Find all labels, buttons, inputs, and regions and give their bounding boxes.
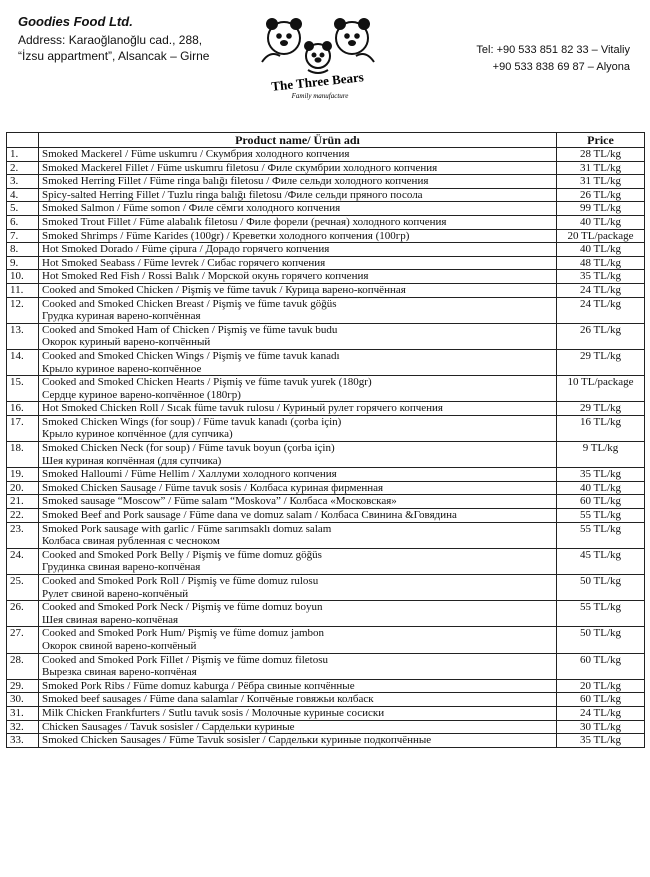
table-row [7, 297, 645, 323]
row-number: 13. [7, 323, 39, 349]
product-name-line: Smoked Pork Ribs / Füme domuz kaburga / Рёбра свиные копчённые [42, 679, 355, 692]
product-name-line: Milk Chicken Frankfurters / Sutlu tavuk sosis / Молочные куриные сосиски [42, 706, 385, 719]
table-row [7, 627, 645, 653]
product-name-line: Smoked Chicken Sausage / Füme tavuk sosis / Колбаса куриная фирменная [42, 481, 384, 494]
row-number: 29. [7, 679, 39, 693]
product-name-russian-line: Грудка куриная варено-копчённая [42, 310, 201, 323]
table-row [7, 349, 645, 375]
product-price: 24 TL/kg [557, 706, 645, 720]
number-column-header [7, 133, 39, 148]
product-name [39, 734, 557, 748]
row-number: 25. [7, 575, 39, 601]
product-price: 60 TL/kg [557, 693, 645, 707]
table-row [7, 601, 645, 627]
product-name [39, 522, 557, 548]
row-number: 5. [7, 202, 39, 216]
page-header [0, 0, 650, 110]
table-row [7, 679, 645, 693]
product-price: 31 TL/kg [557, 161, 645, 175]
product-name-line: Smoked Mackerel Fillet / Füme uskumru filetosu / Филе скумбрии холодного копчения [42, 161, 438, 174]
row-number: 15. [7, 376, 39, 402]
product-column-header: Product name/ Ürün adı [39, 133, 557, 148]
product-name-line: Cooked and Smoked Chicken Wings / Pişmiş ve füme tavuk kanadı [42, 349, 340, 362]
table-header-row [7, 133, 645, 148]
product-name-line: Hot Smoked Red Fish / Rossi Balık / Морской окунь горячего копчения [42, 270, 369, 283]
logo-subtitle: Family manufacture [291, 92, 349, 100]
product-name-russian-line: Вырезка свиная варено-копчёная [42, 666, 197, 679]
row-number: 28. [7, 653, 39, 679]
product-price: 28 TL/kg [557, 148, 645, 162]
product-name [39, 188, 557, 202]
product-name-russian-line: Окорок куриный варено-копчённый [42, 336, 211, 349]
product-name-line: Smoked Beef and Pork sausage / Füme dana ve domuz salam / Колбаса Свинина &Говядина [42, 509, 457, 522]
table-row [7, 548, 645, 574]
table-row [7, 243, 645, 257]
row-number: 19. [7, 468, 39, 482]
product-price: 20 TL/package [557, 229, 645, 243]
table-row [7, 575, 645, 601]
product-name [39, 215, 557, 229]
product-name [39, 653, 557, 679]
product-name [39, 442, 557, 468]
product-name [39, 161, 557, 175]
table-row [7, 215, 645, 229]
product-price: 55 TL/kg [557, 522, 645, 548]
product-name-line: Smoked Trout Fillet / Füme alabalık filetosu / Филе форели (речная) холодного копчения [42, 215, 447, 228]
product-price: 50 TL/kg [557, 575, 645, 601]
product-name-line: Smoked Chicken Sausages / Füme Tavuk sosisler / Сардельки куриные подкопчённые [42, 734, 432, 747]
product-price: 31 TL/kg [557, 175, 645, 189]
table-row [7, 522, 645, 548]
row-number: 7. [7, 229, 39, 243]
row-number: 32. [7, 720, 39, 734]
product-name-line: Smoked Halloumi / Füme Hellim / Халлуми холодного копчения [42, 468, 337, 481]
row-number: 14. [7, 349, 39, 375]
product-name-line: Smoked sausage “Moscow” / Füme salam “Moskova” / Колбаса «Московская» [42, 495, 397, 508]
product-name [39, 575, 557, 601]
product-name [39, 323, 557, 349]
product-price: 9 TL/kg [557, 442, 645, 468]
product-name [39, 693, 557, 707]
row-number: 17. [7, 415, 39, 441]
product-name-line: Cooked and Smoked Chicken Breast / Pişmiş ve füme tavuk göğüs [42, 297, 337, 310]
row-number: 18. [7, 442, 39, 468]
product-price: 20 TL/kg [557, 679, 645, 693]
product-name-line: Hot Smoked Dorado / Füme çipura / Дорадо горячего копчения [42, 243, 330, 256]
table-row [7, 693, 645, 707]
product-price: 29 TL/kg [557, 402, 645, 416]
product-price: 40 TL/kg [557, 481, 645, 495]
table-row [7, 468, 645, 482]
table-body [7, 148, 645, 748]
product-name-line: Smoked Salmon / Füme somon / Филе сёмги холодного копчения [42, 202, 341, 215]
product-price: 40 TL/kg [557, 243, 645, 257]
table-row [7, 283, 645, 297]
product-name [39, 415, 557, 441]
product-name [39, 509, 557, 523]
product-name-russian-line: Рулет свиной варено-копчёный [42, 587, 189, 600]
company-info [18, 14, 248, 64]
table-row [7, 720, 645, 734]
product-name-russian-line: Окорок свиной варено-копчёный [42, 639, 197, 652]
product-name [39, 202, 557, 216]
product-name [39, 175, 557, 189]
product-name [39, 148, 557, 162]
product-price: 26 TL/kg [557, 188, 645, 202]
product-price: 60 TL/kg [557, 653, 645, 679]
product-price: 29 TL/kg [557, 349, 645, 375]
product-name [39, 283, 557, 297]
product-name [39, 601, 557, 627]
product-name-line: Hot Smoked Seabass / Füme levrek / Сибас горячего копчения [42, 256, 326, 269]
table-row [7, 734, 645, 748]
product-price: 99 TL/kg [557, 202, 645, 216]
address-line-2: “İzsu appartment”, Alsancak – Girne [18, 49, 210, 63]
table-row [7, 653, 645, 679]
product-name-line: Smoked Chicken Wings (for soup) / Füme tavuk kanadı (çorba için) [42, 415, 342, 428]
table-row [7, 376, 645, 402]
product-price: 35 TL/kg [557, 270, 645, 284]
row-number: 23. [7, 522, 39, 548]
product-name [39, 679, 557, 693]
table-row [7, 481, 645, 495]
row-number: 26. [7, 601, 39, 627]
table-row [7, 323, 645, 349]
product-name-line: Smoked Herring Fillet / Füme ringa balığı filetosu / Филе сельди холодного копчения [42, 175, 429, 188]
product-name [39, 481, 557, 495]
product-name-line: Chicken Sausages / Tavuk sosisler / Сардельки куриные [42, 720, 295, 733]
row-number: 33. [7, 734, 39, 748]
table-row [7, 229, 645, 243]
product-price: 48 TL/kg [557, 256, 645, 270]
product-price: 40 TL/kg [557, 215, 645, 229]
table-row [7, 402, 645, 416]
row-number: 16. [7, 402, 39, 416]
product-name-russian-line: Крыло куриное копчённое (для супчика) [42, 428, 233, 441]
logo-title: The Three Bears [270, 69, 365, 94]
product-price: 24 TL/kg [557, 283, 645, 297]
phone-line-2: +90 533 838 69 87 – Alyona [492, 61, 630, 73]
row-number: 3. [7, 175, 39, 189]
product-name-line: Cooked and Smoked Chicken Hearts / Pişmiş ve füme tavuk yurek (180gr) [42, 376, 372, 389]
product-price: 24 TL/kg [557, 297, 645, 323]
table-row [7, 148, 645, 162]
product-name-line: Hot Smoked Chicken Roll / Sıcak füme tavuk rulosu / Куриный рулет горячего копчения [42, 402, 443, 415]
table-row [7, 256, 645, 270]
product-name [39, 243, 557, 257]
row-number: 21. [7, 495, 39, 509]
product-name-russian-line: Грудинка свиная варено-копчёная [42, 561, 201, 574]
product-name-line: Smoked beef sausages / Füme dana salamlar / Копчёные говяжьи колбаск [42, 693, 374, 706]
row-number: 20. [7, 481, 39, 495]
row-number: 24. [7, 548, 39, 574]
table-row [7, 495, 645, 509]
contact-info [476, 42, 630, 76]
row-number: 9. [7, 256, 39, 270]
table-row [7, 442, 645, 468]
product-name [39, 468, 557, 482]
product-name-line: Smoked Mackerel / Füme uskumru / Скумбрия холодного копчения [42, 148, 350, 160]
product-name [39, 349, 557, 375]
table-row [7, 202, 645, 216]
product-name-russian-line: Колбаса свиная рубленная с чесноком [42, 535, 220, 548]
phone-line-1: Tel: +90 533 851 82 33 – Vitaliy [476, 44, 630, 56]
product-price: 10 TL/package [557, 376, 645, 402]
product-name [39, 402, 557, 416]
product-price: 60 TL/kg [557, 495, 645, 509]
product-price: 50 TL/kg [557, 627, 645, 653]
company-name: Goodies Food Ltd. [18, 14, 133, 29]
product-name-line: Cooked and Smoked Pork Neck / Pişmiş ve füme domuz boyun [42, 601, 323, 614]
table-row [7, 509, 645, 523]
table-row [7, 415, 645, 441]
product-name-russian-line: Крыло куриное варено-копчённое [42, 362, 202, 375]
product-name-russian-line: Шея свиная варено-копчёная [42, 613, 179, 626]
row-number: 12. [7, 297, 39, 323]
product-name [39, 229, 557, 243]
product-name [39, 376, 557, 402]
product-name [39, 627, 557, 653]
product-name-line: Cooked and Smoked Pork Hum/ Pişmiş ve füme domuz jambon [42, 627, 325, 640]
product-name [39, 548, 557, 574]
product-name [39, 256, 557, 270]
product-name-line: Smoked Shrimps / Füme Karides (100gr) / Креветки холодного копчения (100гр) [42, 229, 410, 242]
product-name-line: Cooked and Smoked Chicken / Pişmiş ve füme tavuk / Курица варено-копчённая [42, 283, 406, 296]
product-name-line: Spicy-salted Herring Fillet / Tuzlu ringa balığı filetosu /Филе сельди пряного посола [42, 188, 423, 201]
row-number: 1. [7, 148, 39, 162]
row-number: 11. [7, 283, 39, 297]
product-price: 35 TL/kg [557, 734, 645, 748]
row-number: 31. [7, 706, 39, 720]
product-price: 55 TL/kg [557, 601, 645, 627]
price-column-header: Price [557, 133, 645, 148]
three-bears-logo [248, 2, 388, 106]
row-number: 6. [7, 215, 39, 229]
product-name-line: Smoked Pork sausage with garlic / Füme sarımsaklı domuz salam [42, 522, 332, 535]
product-name-line: Cooked and Smoked Pork Belly / Pişmiş ve füme domuz göğüs [42, 548, 322, 561]
table-row [7, 270, 645, 284]
product-price-table [6, 132, 645, 748]
product-price: 30 TL/kg [557, 720, 645, 734]
row-number: 8. [7, 243, 39, 257]
product-price: 55 TL/kg [557, 509, 645, 523]
product-name-line: Cooked and Smoked Pork Fillet / Pişmiş ve füme domuz filetosu [42, 653, 328, 666]
row-number: 2. [7, 161, 39, 175]
table-row [7, 175, 645, 189]
product-name [39, 297, 557, 323]
product-price: 16 TL/kg [557, 415, 645, 441]
row-number: 30. [7, 693, 39, 707]
table-row [7, 188, 645, 202]
product-name [39, 495, 557, 509]
product-name-line: Smoked Chicken Neck (for soup) / Füme tavuk boyun (çorba için) [42, 442, 335, 455]
product-name-russian-line: Сердце куриное варено-копчённое (180гр) [42, 388, 241, 401]
product-price: 45 TL/kg [557, 548, 645, 574]
table-row [7, 706, 645, 720]
row-number: 10. [7, 270, 39, 284]
product-name [39, 706, 557, 720]
product-price: 26 TL/kg [557, 323, 645, 349]
row-number: 22. [7, 509, 39, 523]
product-name-line: Cooked and Smoked Pork Roll / Pişmiş ve füme domuz rulosu [42, 575, 319, 587]
row-number: 27. [7, 627, 39, 653]
table-row [7, 161, 645, 175]
product-price: 35 TL/kg [557, 468, 645, 482]
product-name-line: Cooked and Smoked Ham of Chicken / Pişmiş ve füme tavuk budu [42, 323, 338, 336]
address-line-1: Address: Karaoğlanoğlu cad., 288, [18, 33, 203, 47]
product-name-russian-line: Шея куриная копчённая (для супчика) [42, 454, 222, 467]
product-name [39, 270, 557, 284]
row-number: 4. [7, 188, 39, 202]
product-name [39, 720, 557, 734]
